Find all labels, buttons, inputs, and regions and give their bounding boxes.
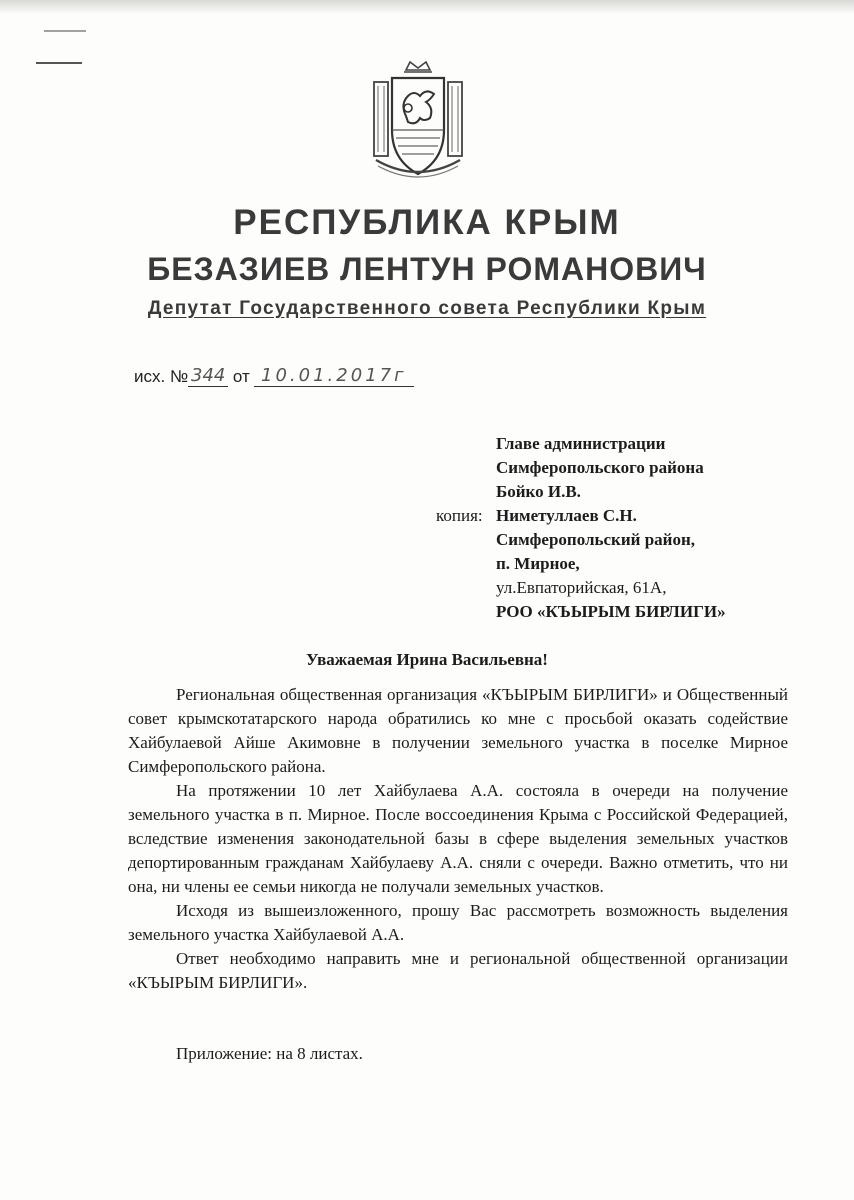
- copy-recipient-line: ул.Евпаторийская, 61А,: [496, 578, 667, 597]
- body-paragraph: Ответ необходимо направить мне и региональной общественной организации «КЪЫРЫМ БИРЛИГИ».: [128, 949, 788, 992]
- salutation: Уважаемая Ирина Васильевна!: [306, 650, 548, 669]
- body-paragraph: Исходя из вышеизложенного, прошу Вас рассмотреть возможность выделения земельного участка Хайбулаевой А.А.: [128, 901, 788, 944]
- copy-recipient-line: п. Мирное,: [496, 554, 580, 573]
- header-deputy-name: БЕЗАЗИЕВ ЛЕНТУН РОМАНОВИЧ: [147, 251, 707, 287]
- addressee-line: Главе администрации: [496, 434, 666, 453]
- reference-date: 10.01.2017г: [254, 366, 414, 387]
- copy-recipient-line: Симферопольский район,: [496, 530, 695, 549]
- copy-recipient-line: РОО «КЪЫРЫМ БИРЛИГИ»: [496, 602, 726, 621]
- reference-date-prefix: от: [232, 367, 250, 386]
- header-republic: РЕСПУБЛИКА КРЫМ: [233, 203, 621, 242]
- body-paragraph: Региональная общественная организация «КЪЫРЫМ БИРЛИГИ» и Общественный совет крымскотатарского народа обратились ко мне с просьбой оказать содействие Хайбулаевой Айше Акимовне в получении земельного участка в поселке Мирное Симферопольского района.: [128, 685, 788, 776]
- scan-artifact-mark: [44, 30, 86, 32]
- copy-recipient-line: Ниметуллаев С.Н.: [496, 506, 637, 525]
- outgoing-reference: [134, 366, 414, 387]
- scan-artifact-mark: [36, 62, 82, 64]
- addressee-block: [496, 432, 826, 624]
- addressee-line: Бойко И.В.: [496, 482, 581, 501]
- copy-label: копия:: [436, 506, 483, 525]
- attachment-note: Приложение: на 8 листах.: [176, 1044, 363, 1063]
- coat-of-arms-emblem: [368, 60, 468, 188]
- body-paragraph: На протяжении 10 лет Хайбулаева А.А. состояла в очереди на получение земельного участка в п. Мирное. После воссоединения Крыма с Российской Федерацией, вследствие изменения законодательной базы в сфере выделения земельных участков депортированным гражданам Хайбулаеву А.А. сняли с очереди. Важно отметить, что ни она, ни члены ее семьи никогда не получали земельных участков.: [128, 781, 788, 896]
- letter-body: [128, 683, 788, 995]
- reference-number: 344: [188, 366, 228, 387]
- scan-edge-shadow: [0, 0, 854, 14]
- reference-prefix: исх. №: [134, 367, 189, 386]
- header-deputy-position: Депутат Государственного совета Республики Крым: [147, 298, 707, 319]
- addressee-line: Симферопольского района: [496, 458, 704, 477]
